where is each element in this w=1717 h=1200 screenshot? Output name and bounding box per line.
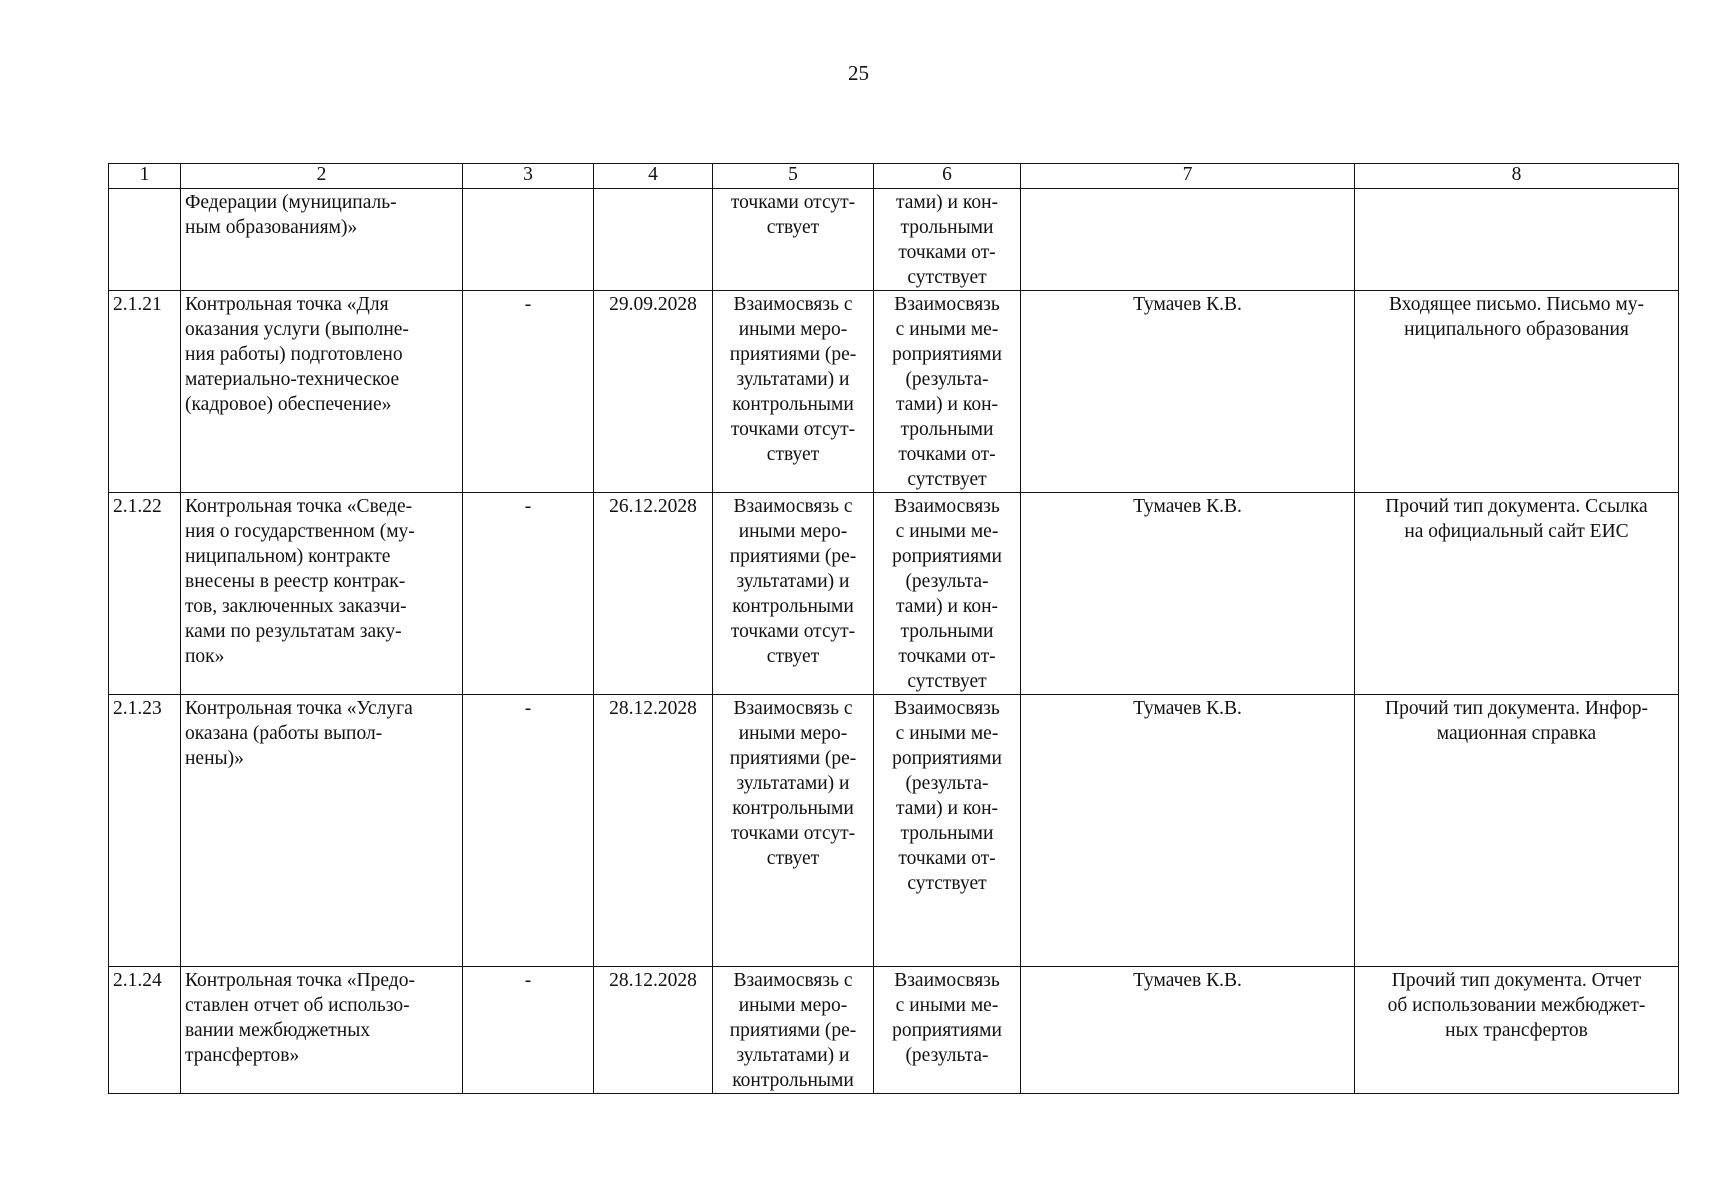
column-number-header: 7 <box>1021 164 1355 189</box>
row-number-cell <box>109 189 181 291</box>
column-3-text: - <box>524 294 532 315</box>
column-6-cell <box>874 189 1021 291</box>
responsible-text: Тумачев К.В. <box>1133 496 1242 517</box>
column-3-cell <box>463 695 594 967</box>
description-cell <box>181 291 463 493</box>
description-text: Контрольная точка «Для оказания услуги (выполне- ния работы) подготовлено материально-техническое (кадровое) обеспечение» <box>185 294 409 415</box>
column-5-text: Взаимосвязь с иными меро- приятиями (ре- зультатами) и контрольными точками отсут- ствует <box>729 294 857 465</box>
row-number-cell <box>109 291 181 493</box>
column-5-text: Взаимосвязь с иными меро- приятиями (ре- зультатами) и контрольными точками отсут- ствует <box>729 698 857 869</box>
column-number-header: 6 <box>874 164 1021 189</box>
column-number-header: 1 <box>109 164 181 189</box>
description-text: Контрольная точка «Предо- ставлен отчет об использо- вании межбюджетных трансфертов» <box>185 970 415 1066</box>
responsible-cell <box>1021 695 1355 967</box>
description-cell <box>181 493 463 695</box>
responsible-text: Тумачев К.В. <box>1133 698 1242 719</box>
column-6-cell <box>874 493 1021 695</box>
column-number-row <box>109 164 1679 189</box>
column-6-cell <box>874 291 1021 493</box>
description-cell <box>181 695 463 967</box>
column-5-text: точками отсут- ствует <box>730 192 856 238</box>
column-number-header: 3 <box>463 164 594 189</box>
description-text: Контрольная точка «Сведе- ния о государственном (му- ниципальном) контракте внесены в реестр контрак- тов, заключенных заказчи- ками по результатам заку- пок» <box>185 496 415 667</box>
responsible-cell <box>1021 189 1355 291</box>
table-row <box>109 695 1679 967</box>
row-number: 2.1.21 <box>113 294 162 315</box>
column-5-cell <box>713 967 874 1094</box>
document-cell <box>1355 189 1679 291</box>
date-text: 28.12.2028 <box>609 970 697 991</box>
document-text: Прочий тип документа. Ссылка на официальный сайт ЕИС <box>1385 496 1648 542</box>
date-cell <box>594 967 713 1094</box>
table-row <box>109 493 1679 695</box>
page-number: 25 <box>848 61 869 85</box>
column-number-header: 5 <box>713 164 874 189</box>
column-number-header: 2 <box>181 164 463 189</box>
row-number-cell <box>109 967 181 1094</box>
column-number-header: 4 <box>594 164 713 189</box>
row-number-cell <box>109 695 181 967</box>
column-5-text: Взаимосвязь с иными меро- приятиями (ре- зультатами) и контрольными точками отсут- ствует <box>729 496 857 667</box>
row-number: 2.1.23 <box>113 698 162 719</box>
table-row <box>109 291 1679 493</box>
document-cell <box>1355 967 1679 1094</box>
column-6-text: тами) и кон- трольными точками от- сутствует <box>895 192 999 288</box>
table-row <box>109 189 1679 291</box>
column-5-cell <box>713 291 874 493</box>
date-cell <box>594 695 713 967</box>
date-text: 28.12.2028 <box>609 698 697 719</box>
document-text: Входящее письмо. Письмо му- ниципального образования <box>1389 294 1644 340</box>
responsible-text: Тумачев К.В. <box>1133 970 1242 991</box>
date-cell <box>594 291 713 493</box>
column-3-text: - <box>524 496 532 517</box>
document-text: Прочий тип документа. Отчет об использовании межбюджет- ных трансфертов <box>1387 970 1646 1041</box>
column-3-cell <box>463 189 594 291</box>
column-6-cell <box>874 967 1021 1094</box>
date-cell <box>594 189 713 291</box>
date-text: 26.12.2028 <box>609 496 697 517</box>
responsible-cell <box>1021 967 1355 1094</box>
column-5-cell <box>713 493 874 695</box>
column-3-cell <box>463 493 594 695</box>
description-text: Контрольная точка «Услуга оказана (работы выпол- нены)» <box>185 698 413 769</box>
responsible-cell <box>1021 291 1355 493</box>
control-points-table <box>108 163 1679 1094</box>
column-3-text: - <box>524 698 532 719</box>
document-text: Прочий тип документа. Инфор- мационная справка <box>1384 698 1648 744</box>
column-6-text: Взаимосвязь с иными ме- роприятиями (результа- <box>892 970 1002 1066</box>
column-6-text: Взаимосвязь с иными ме- роприятиями (результа- тами) и кон- трольными точками от- сутствует <box>892 294 1002 490</box>
date-cell <box>594 493 713 695</box>
column-5-text: Взаимосвязь с иными меро- приятиями (ре- зультатами) и контрольными <box>729 970 857 1091</box>
document-cell <box>1355 493 1679 695</box>
column-3-text: - <box>524 970 532 991</box>
responsible-text: Тумачев К.В. <box>1133 294 1242 315</box>
column-6-text: Взаимосвязь с иными ме- роприятиями (результа- тами) и кон- трольными точками от- сутствует <box>892 496 1002 692</box>
date-text: 29.09.2028 <box>609 294 697 315</box>
row-number-cell <box>109 493 181 695</box>
column-number-header: 8 <box>1355 164 1679 189</box>
description-cell <box>181 189 463 291</box>
column-5-cell <box>713 695 874 967</box>
row-number: 2.1.24 <box>113 970 162 991</box>
row-number: 2.1.22 <box>113 496 162 517</box>
column-3-cell <box>463 291 594 493</box>
column-5-cell <box>713 189 874 291</box>
document-cell <box>1355 291 1679 493</box>
column-3-cell <box>463 967 594 1094</box>
description-cell <box>181 967 463 1094</box>
table-row <box>109 967 1679 1094</box>
document-cell <box>1355 695 1679 967</box>
column-6-cell <box>874 695 1021 967</box>
column-6-text: Взаимосвязь с иными ме- роприятиями (результа- тами) и кон- трольными точками от- сутствует <box>892 698 1002 894</box>
responsible-cell <box>1021 493 1355 695</box>
description-text: Федерации (муниципаль- ным образованиям)» <box>185 192 397 238</box>
